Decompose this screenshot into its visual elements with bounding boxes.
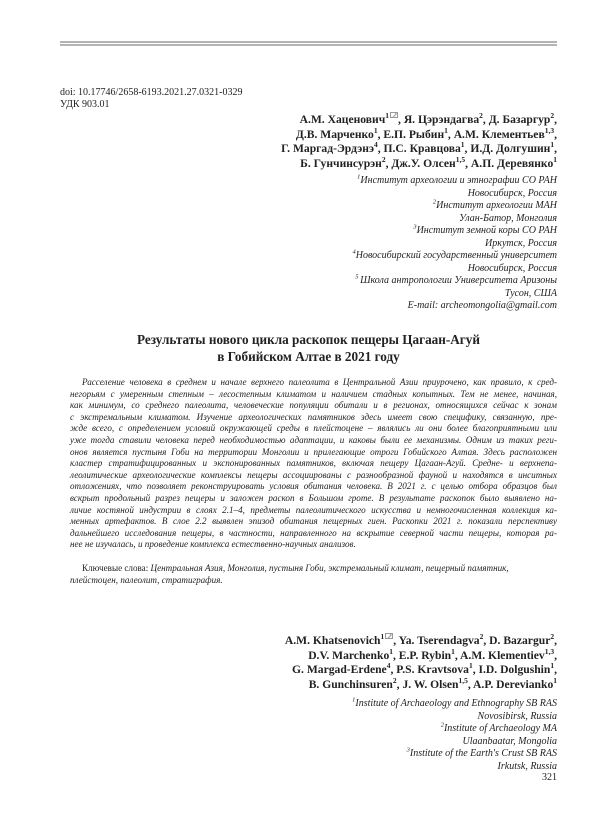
author-affiliation-index: 1: [385, 111, 390, 121]
keywords-list: Центральная Азия, Монголия, пустыня Гоби, экстремальный климат, пещерный памятник,: [150, 563, 509, 573]
author-name: Я. Цэрэндагва: [403, 113, 480, 126]
author-name: A.M. Klementiev: [460, 648, 545, 662]
author-name: П.С. Кравцова: [383, 142, 461, 156]
abstract-line: дальнейшего исследования пещеры, в частности, направленного на вскрытие северной части пещеры, которая ра-: [70, 527, 557, 538]
author-name: Ya. Tserendagva: [398, 634, 480, 647]
author-separator: ,: [377, 127, 384, 141]
author-affiliation-index: 2: [550, 111, 555, 121]
author-name: A.M. Khatsenovich: [284, 634, 381, 647]
title-line: в Гобийском Алтае в 2021 году: [217, 349, 400, 364]
author-separator: ,: [467, 677, 474, 691]
affiliation-text: Институт археологии и этнографии СО РАН: [360, 175, 557, 186]
affiliation-line: [352, 288, 557, 301]
abstract-line: негорьям с умеренным степным – лесостепным климатом и наличием стадных копытных. Тем не менее, начиная,: [70, 388, 557, 399]
author-affiliation-index: 1,5: [458, 675, 468, 685]
author-affiliation-index: 1: [451, 646, 455, 656]
affiliation-text: Irkutsk, Russia: [497, 760, 557, 772]
keywords-label: Ключевые слова:: [82, 563, 151, 573]
author-line: [285, 675, 557, 693]
affiliation-text: E-mail: archeomongolia@gmail.com: [407, 300, 557, 312]
udk: УДК 903.01: [60, 99, 110, 110]
affiliation-line: [352, 213, 557, 226]
author-name: Г. Маргад-Эрдэнэ: [281, 142, 374, 156]
author-name: Д. Базаргур: [488, 113, 551, 126]
author-separator: ,: [398, 113, 404, 126]
author-line: [281, 154, 557, 172]
affiliation-text: Novosibirsk, Russia: [477, 710, 557, 722]
affiliation-line: [352, 748, 557, 761]
author-affiliation-index: 2: [381, 154, 386, 164]
abstract-line: личие костяной индустрии в слоях 2.1–4, предметы палеолитического искусства и немногочисленная коллекция ка-: [70, 504, 557, 515]
affiliation-line: [352, 723, 557, 736]
author-affiliation-index: 1: [550, 661, 555, 671]
author-separator: ,: [554, 113, 557, 126]
affiliation-text: Новосибирский государственный университет: [355, 250, 557, 262]
author-affiliation-index: 1: [380, 632, 385, 642]
author-line: [281, 113, 557, 128]
article-title: [60, 331, 557, 365]
author-affiliation-index: 2: [479, 632, 484, 642]
author-name: D. Bazargur: [489, 634, 551, 647]
author-affiliation-index: 2: [550, 632, 555, 642]
author-affiliation-index: 1: [553, 154, 557, 164]
author-affiliation-index: 2: [479, 111, 483, 121]
affiliation-text: Школа антропологии Университета Аризоны: [360, 275, 557, 287]
author-separator: ,: [447, 127, 454, 141]
author-affiliation-index: 4: [386, 661, 391, 671]
affiliation-text: Тусон, США: [504, 287, 557, 299]
affiliation-index: 3: [413, 223, 417, 231]
affiliation-line: [352, 698, 557, 711]
affiliation-line: [352, 263, 557, 276]
affiliations-ru: [352, 175, 557, 313]
affiliation-text: Новосибирск, Россия: [467, 262, 557, 274]
author-name: B. Gunchinsuren: [308, 677, 393, 691]
author-separator: ,: [396, 677, 403, 691]
affiliation-line: [352, 300, 557, 313]
author-name: А.М. Клементьев: [453, 127, 545, 141]
author-name: P.S. Kravtsova: [396, 663, 469, 677]
author-separator: ,: [393, 648, 399, 662]
affiliation-line: [352, 200, 557, 213]
affiliation-index: 3: [406, 746, 410, 754]
author-name: Б. Гунчинсурэн: [300, 156, 382, 170]
affiliation-line: [352, 188, 557, 201]
author-affiliation-index: 1,3: [544, 646, 555, 656]
author-name: Дж.У. Олсен: [391, 156, 456, 170]
keywords-list-cont: плейстоцен, палеолит, стратиграфия.: [70, 574, 223, 585]
authors-ru: [281, 113, 557, 171]
email-envelope-icon: [390, 112, 398, 118]
author-name: G. Margad-Erdene: [292, 663, 387, 677]
author-affiliation-index: 2: [392, 675, 397, 685]
author-affiliation-index: 1,5: [455, 154, 466, 164]
author-affiliation-index: 1,3: [544, 125, 555, 135]
abstract-line: онов является пустыня Гоби на территории Монголии и прилегающие отроги Гобийского Алтая. Здесь расположен: [70, 446, 557, 457]
affiliation-text: Institute of the Earth's Crust SB RAS: [409, 748, 557, 760]
affiliation-line: [352, 175, 557, 188]
author-name: A.P. Derevianko: [473, 677, 554, 691]
author-affiliation-index: 1: [550, 140, 555, 150]
email-envelope-icon: [385, 633, 393, 639]
author-separator: ,: [377, 142, 384, 156]
affiliation-index: 2: [440, 721, 444, 729]
author-name: А.М. Хаценович: [299, 113, 386, 126]
abstract-line: леолитические археологические комплексы пещеры ассоциированы с разнообразной фауной и находятся в инситных: [70, 469, 557, 480]
affiliation-text: Новосибирск, Россия: [467, 187, 557, 199]
author-separator: ,: [385, 156, 392, 170]
affiliation-text: Институт археологии МАН: [436, 200, 557, 212]
author-affiliation-index: 1: [389, 646, 393, 656]
affiliation-index: 1: [357, 173, 361, 181]
author-separator: ,: [464, 142, 471, 156]
author-affiliation-index: 1: [553, 675, 557, 685]
abstract-line: менных артефактов. В слое 2.2 выявлен эпизод обитания пещерных гиен. Раскопки 2021 г. показали перспективу: [70, 516, 557, 527]
affiliation-text: Institute of Archaeology MA: [443, 723, 557, 735]
author-separator: ,: [554, 663, 557, 677]
affiliation-line: [352, 225, 557, 238]
author-affiliation-index: 1: [460, 140, 465, 150]
authors-en: [285, 634, 557, 692]
affiliation-line: [352, 736, 557, 749]
abstract-line: нее не изучалась, и проведение комплекса естественно-научных анализов.: [70, 539, 356, 550]
affiliation-text: Ulaanbaatar, Mongolia: [462, 735, 557, 747]
affiliation-index: 4: [352, 248, 356, 256]
author-name: Д.В. Марченко: [295, 127, 374, 141]
affiliation-line: [352, 711, 557, 724]
author-separator: ,: [554, 634, 557, 647]
abstract-line: уже тогда ставили человека перед необходимостью адаптации, и каковы были ее механизмы. Одним из таких реги-: [70, 434, 557, 445]
author-separator: ,: [554, 142, 557, 156]
affiliation-index: 2: [432, 198, 437, 206]
affiliation-text: Институт земной коры СО РАН: [416, 225, 557, 237]
affiliation-line: [352, 275, 557, 288]
article-meta: [60, 87, 243, 111]
affiliation-text: Иркутск, Россия: [485, 237, 557, 249]
affiliation-line: [352, 761, 557, 774]
affiliation-line: [352, 238, 557, 251]
author-line: [285, 646, 557, 664]
abstract-line: Расселение человека в среднем и начале верхнего палеолита в Центральной Азии приурочено, как правило, к сред-: [82, 377, 557, 387]
abstract: [70, 377, 557, 551]
author-separator: ,: [465, 156, 471, 170]
author-name: И.Д. Долгушин: [470, 142, 551, 156]
header-rule-top: [60, 41, 557, 43]
abstract-line: кластер стратифицированных и экспонированных памятников, включая пещеру Цагаан-Агуй. Средне- и верхнепа-: [70, 458, 557, 469]
author-separator: ,: [554, 127, 557, 141]
author-name: I.D. Dolgushin: [478, 663, 551, 677]
header-rule-bottom: [60, 44, 557, 46]
affiliation-index: 5: [355, 274, 361, 282]
keywords: [70, 563, 557, 586]
doi: doi: 10.17746/2658-6193.2021.27.0321-0329: [60, 87, 243, 98]
author-affiliation-index: 1: [468, 661, 473, 671]
author-separator: ,: [393, 634, 399, 647]
abstract-line: жде всего, с определением условий окружающей среды в плейстоцене – являлись ли они более благоприятными или: [70, 423, 557, 434]
author-separator: ,: [454, 648, 461, 662]
author-affiliation-index: 1: [444, 125, 448, 135]
author-separator: ,: [482, 113, 489, 126]
abstract-line: как минимум, со среднего палеолита, человеческие популяции обитали и в регионах, относящихся сейчас к зонам: [70, 400, 557, 411]
author-line: [285, 634, 557, 649]
author-separator: ,: [554, 648, 557, 662]
affiliation-line: [352, 250, 557, 263]
author-separator: ,: [483, 634, 490, 647]
abstract-line: отложениях, что позволяет реконструировать условия обитания человека. В 2021 г. с целью отбора образцов был: [70, 481, 557, 492]
author-separator: ,: [472, 663, 479, 677]
author-name: D.V. Marchenko: [308, 648, 390, 662]
author-name: Е.П. Рыбин: [383, 127, 445, 141]
author-affiliation-index: 4: [373, 140, 378, 150]
affiliation-text: Улан-Батор, Монголия: [459, 212, 557, 224]
abstract-line: с экстремальным климатом. Изучение археологических памятников здесь имеет свою специфику, связанную, пре-: [70, 411, 557, 422]
author-name: J. W. Olsen: [402, 677, 459, 691]
author-line: [281, 125, 557, 143]
page-number: 321: [542, 772, 557, 783]
author-line: [281, 142, 557, 157]
affiliations-en: [352, 698, 557, 773]
abstract-line: вскрыт продольный разрез пещеры и заложен раскоп в Большом гроте. В результате раскопок было выявлено на-: [70, 492, 557, 503]
affiliation-text: Institute of Archaeology and Ethnography SB RAS: [355, 698, 557, 709]
author-name: А.П. Деревянко: [470, 156, 554, 170]
author-separator: ,: [390, 663, 397, 677]
affiliation-index: 1: [352, 696, 356, 704]
author-name: E.P. Rybin: [398, 648, 452, 662]
author-affiliation-index: 1: [373, 125, 378, 135]
author-line: [285, 663, 557, 678]
title-line: Результаты нового цикла раскопок пещеры Цагаан-Агуй: [137, 332, 480, 347]
